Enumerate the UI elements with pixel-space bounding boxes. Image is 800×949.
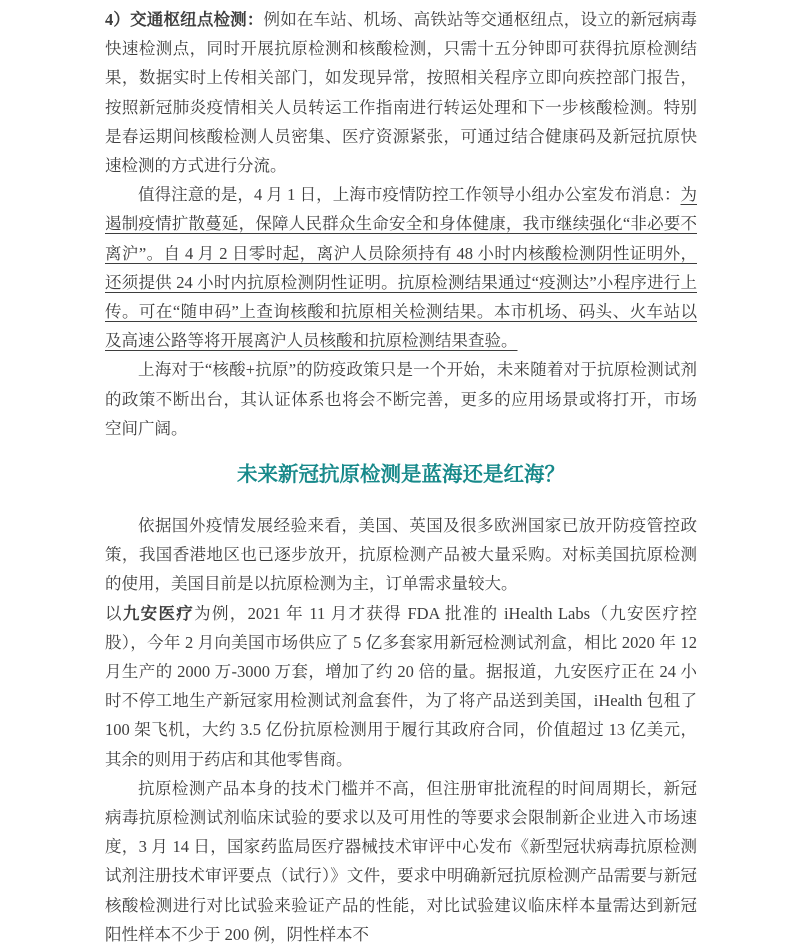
- text-segment: 以: [105, 603, 123, 623]
- text-segment: 依据国外疫情发展经验来看，美国、英国及很多欧洲国家已放开防疫管控政策，我国香港地区也已逐步放开，抗原检测产品被大量采购。对标美国抗原检测的使用，美国目前是以抗原检测为主，订单需求量较大。: [105, 516, 697, 594]
- section-heading: 未来新冠抗原检测是蓝海还是红海？: [237, 464, 565, 487]
- paragraph: [105, 511, 697, 599]
- paragraph: [105, 774, 697, 949]
- paragraph: [105, 599, 697, 774]
- paragraph: [105, 5, 697, 180]
- text-segment: 为例，2021 年 11 月才获得 FDA 批准的 iHealth Labs（九安医疗控股），今年 2 月向美国市场供应了 5 亿多套家用新冠检测试剂盒，相比 2020 年 12 月生产的 2000 万-3000 万套，增加了约 20 倍的量。据报道，九安医疗正在 24 小时不停工地生产新冠家用检测试剂盒套件，为了将产品送到美国，iHealth 包租了 100 架飞机，大约 3.5 亿份抗原检测用于履行其政府合同，价值超过 13 亿美元，其余的则用于药店和其他零售商。: [105, 603, 698, 769]
- text-segment: 抗原检测产品本身的技术门槛并不高，但注册审批流程的时间周期长，新冠病毒抗原检测试剂临床试验的要求以及可用性的等要求会限制新企业进入市场速度，3 月 14 日，国家药监局医疗器械技术审评中心发布《新型冠状病毒抗原检测试剂注册技术审评要点（试行）》文件，要求中明确新冠抗原检测产品需要与新冠核酸检测进行对比试验来验证产品的性能，对比试验建议临床样本量需达到新冠阳性样本不少于 200 例，阴性样本不: [105, 778, 697, 944]
- text-segment: 上海对于“核酸+抗原”的防疫政策只是一个开始，未来随着对于抗原检测试剂的政策不断出台，其认证体系也将会不断完善，更多的应用场景或将打开，市场空间广阔。: [105, 360, 697, 438]
- article-body: [105, 5, 697, 949]
- emphasis-text: 九安医疗: [122, 603, 195, 623]
- text-segment: 值得注意的是，4 月 1 日，上海市疫情防控工作领导小组办公室发布消息：: [138, 185, 681, 205]
- emphasis-text: 4）交通枢纽点检测：: [105, 10, 264, 29]
- paragraph: [105, 355, 697, 443]
- announcement-text: 为遏制疫情扩散蔓延，保障人民群众生命安全和身体健康，我市继续强化“非必要不离沪”。自 4 月 2 日零时起，离沪人员除须持有 48 小时内核酸检测阴性证明外，还须提供 24 小时内抗原检测阴性证明。抗原检测结果通过“疫测达”小程序进行上传。可在“随申码”上查询核酸和抗原相关检测结果。本市机场、码头、火车站以及高速公路等将开展离沪人员核酸和抗原检测结果查验。: [105, 185, 697, 351]
- text-segment: 例如在车站、机场、高铁站等交通枢纽点，设立的新冠病毒快速检测点，同时开展抗原检测和核酸检测，只需十五分钟即可获得抗原检测结果，数据实时上传相关部门，如发现异常，按照相关程序立即向疾控部门报告，按照新冠肺炎疫情相关人员转运工作指南进行转运处理和下一步核酸检测。特别是春运期间核酸检测人员密集、医疗资源紧张，可通过结合健康码及新冠抗原快速检测的方式进行分流。: [105, 10, 698, 176]
- paragraph: [105, 180, 697, 355]
